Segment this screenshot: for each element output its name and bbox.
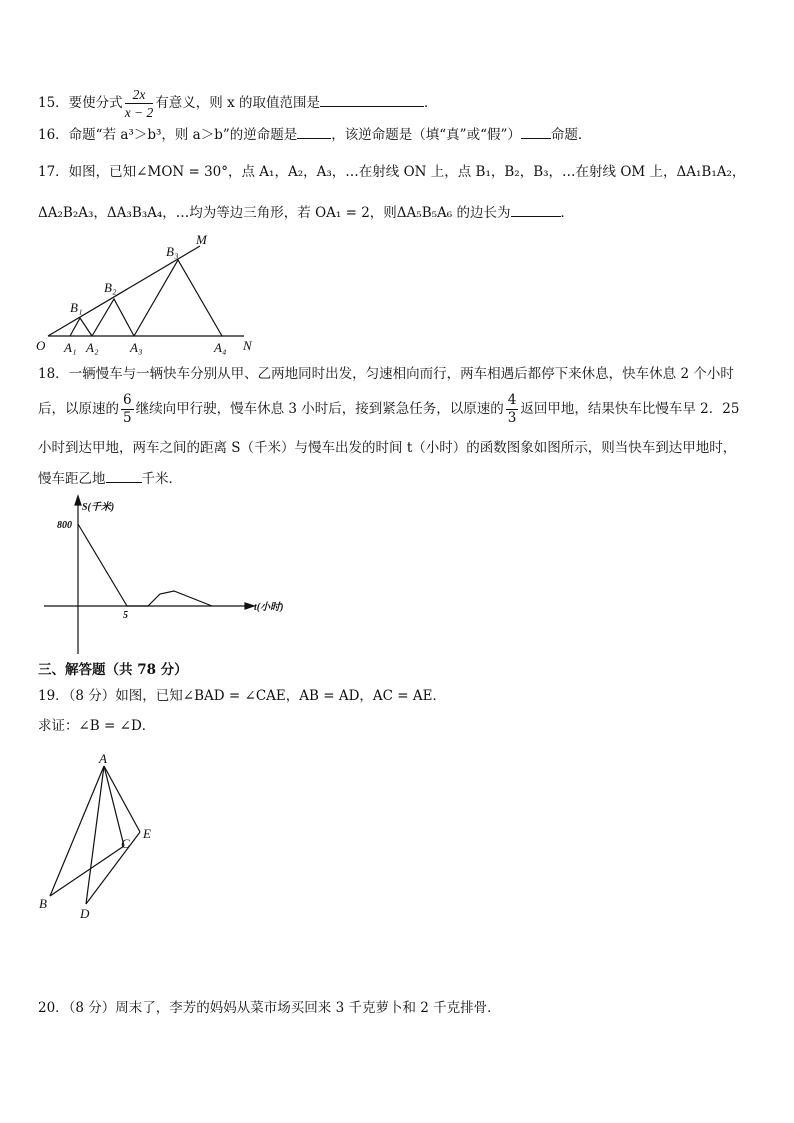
label-b: B bbox=[39, 896, 47, 911]
label-o: O bbox=[36, 338, 46, 353]
segment-approach bbox=[78, 524, 127, 606]
q15-fraction-denominator: x − 2 bbox=[124, 105, 154, 120]
q16-answer-blank-1[interactable] bbox=[297, 124, 331, 139]
label-a4: A₄ bbox=[214, 340, 227, 355]
q19-line2: 求证：∠B = ∠D． bbox=[38, 718, 156, 734]
triangle-a1b1a2 bbox=[70, 318, 92, 336]
question-17-line-2 bbox=[38, 202, 574, 223]
label-e: E bbox=[143, 826, 151, 841]
x-tick-5: 5 bbox=[123, 610, 128, 621]
segment-ad bbox=[86, 766, 104, 904]
question-20 bbox=[38, 998, 501, 1018]
segment-ab bbox=[50, 766, 104, 896]
q19-line1: 19．（8 分）如图，已知∠BAD = ∠CAE，AB = AD，AC = AE． bbox=[38, 688, 446, 704]
q18-frac1-denominator: 5 bbox=[123, 410, 132, 426]
label-a: A bbox=[99, 751, 107, 766]
label-a3: A₃ bbox=[130, 340, 143, 355]
question-19-line-2 bbox=[38, 716, 155, 736]
q17-line2-end: ． bbox=[560, 205, 575, 221]
q18-answer-blank[interactable] bbox=[106, 468, 142, 483]
q18-frac1-numerator: 6 bbox=[123, 392, 132, 408]
label-b1: B₁ bbox=[70, 300, 83, 315]
label-b2: B₂ bbox=[104, 280, 117, 295]
q17-line2: ΔA₂B₂A₃，ΔA₃B₃A₄，…均为等边三角形，若 OA₁ = 2，则ΔA₅B₅A₆ 的边长为 bbox=[38, 205, 511, 221]
q18-line2-c: 返回甲地，结果快车比慢车早 2．25 bbox=[520, 401, 740, 417]
question-19-line-1 bbox=[38, 686, 446, 706]
label-a2: A₂ bbox=[86, 340, 99, 355]
q18-line4-b: 千米． bbox=[141, 471, 182, 487]
q20-line1: 20．（8 分）周末了，李芳的妈妈从菜市场买回来 3 千克萝卜和 2 千克排骨． bbox=[38, 1000, 501, 1016]
x-axis-arrow bbox=[245, 603, 254, 609]
question-18-line-3 bbox=[38, 438, 736, 458]
segment-after-rest bbox=[148, 591, 212, 606]
q15-prefix: 15．要使分式 bbox=[38, 95, 123, 111]
q15-fraction bbox=[125, 86, 154, 121]
q17-line1: 17．如图，已知∠MON = 30°，点 A₁，A₂，A₃，…在射线 ON 上，点 B₁，B₂，B₃，…在射线 OM 上，ΔA₁B₁A₂， bbox=[38, 164, 746, 180]
label-b3: B₃ bbox=[166, 244, 179, 259]
q16-end: 命题． bbox=[550, 127, 592, 143]
question-18-line-4 bbox=[38, 468, 182, 489]
q15-end: ． bbox=[424, 95, 438, 111]
q17-answer-blank[interactable] bbox=[511, 202, 561, 217]
triangle-a2b2a3 bbox=[92, 299, 134, 336]
q18-frac2-numerator: 4 bbox=[507, 392, 517, 408]
x-axis-label: t(小时) bbox=[254, 602, 284, 613]
question-16 bbox=[38, 124, 591, 145]
segment-ac bbox=[104, 766, 124, 846]
ray-om bbox=[48, 246, 200, 336]
q15-suffix: 有意义，则 x 的取值范围是 bbox=[155, 95, 320, 111]
label-c: C bbox=[121, 836, 130, 851]
question-18-line-1 bbox=[38, 364, 734, 384]
q15-fraction-numerator: 2x bbox=[125, 86, 154, 104]
label-n: N bbox=[243, 338, 252, 353]
y-axis-label: S(千米) bbox=[82, 502, 115, 513]
q18-line4-a: 慢车距乙地 bbox=[38, 471, 106, 487]
segment-ae bbox=[104, 766, 140, 832]
question-15 bbox=[38, 86, 438, 121]
question-18-line-2 bbox=[38, 392, 739, 427]
q18-fraction-6-5 bbox=[121, 392, 134, 427]
section-3-title bbox=[38, 660, 188, 680]
segment-de bbox=[86, 832, 140, 904]
label-d: D bbox=[80, 906, 90, 921]
q16-text: 16．命题“若 a³＞b³，则 a＞b”的逆命题是 bbox=[38, 127, 298, 143]
q18-line1: 18．一辆慢车与一辆快车分别从甲、乙两地同时出发，匀速相向而行，两车相遇后都停下来休息，快车休息 2 个小时 bbox=[38, 366, 734, 382]
q18-fraction-4-3 bbox=[506, 392, 519, 427]
q18-line2-a: 后，以原速的 bbox=[38, 401, 119, 417]
label-m: M bbox=[196, 232, 207, 247]
label-a1: A₁ bbox=[64, 340, 77, 355]
q18-frac2-denominator: 3 bbox=[507, 410, 517, 426]
section3-title: 三、解答题（共 78 分） bbox=[38, 662, 188, 678]
y-axis-arrow bbox=[75, 496, 81, 505]
q18-line2-b: 继续向甲行驶，慢车休息 3 小时后，接到紧急任务，以原速的 bbox=[135, 401, 504, 417]
q18-line3: 小时到达甲地，两车之间的距离 S（千米）与慢车出发的时间 t（小时）的函数图象如图所示，则当快车到达甲地时， bbox=[38, 440, 737, 456]
q15-answer-blank[interactable] bbox=[320, 92, 424, 107]
triangle-a3b3a4 bbox=[134, 260, 222, 336]
y-tick-800: 800 bbox=[57, 520, 72, 531]
q16-answer-blank-2[interactable] bbox=[521, 124, 551, 139]
question-17-line-1 bbox=[38, 162, 745, 182]
q16-mid: ，该逆命题是（填“真”或“假”） bbox=[331, 127, 521, 143]
segment-bc bbox=[50, 846, 124, 896]
